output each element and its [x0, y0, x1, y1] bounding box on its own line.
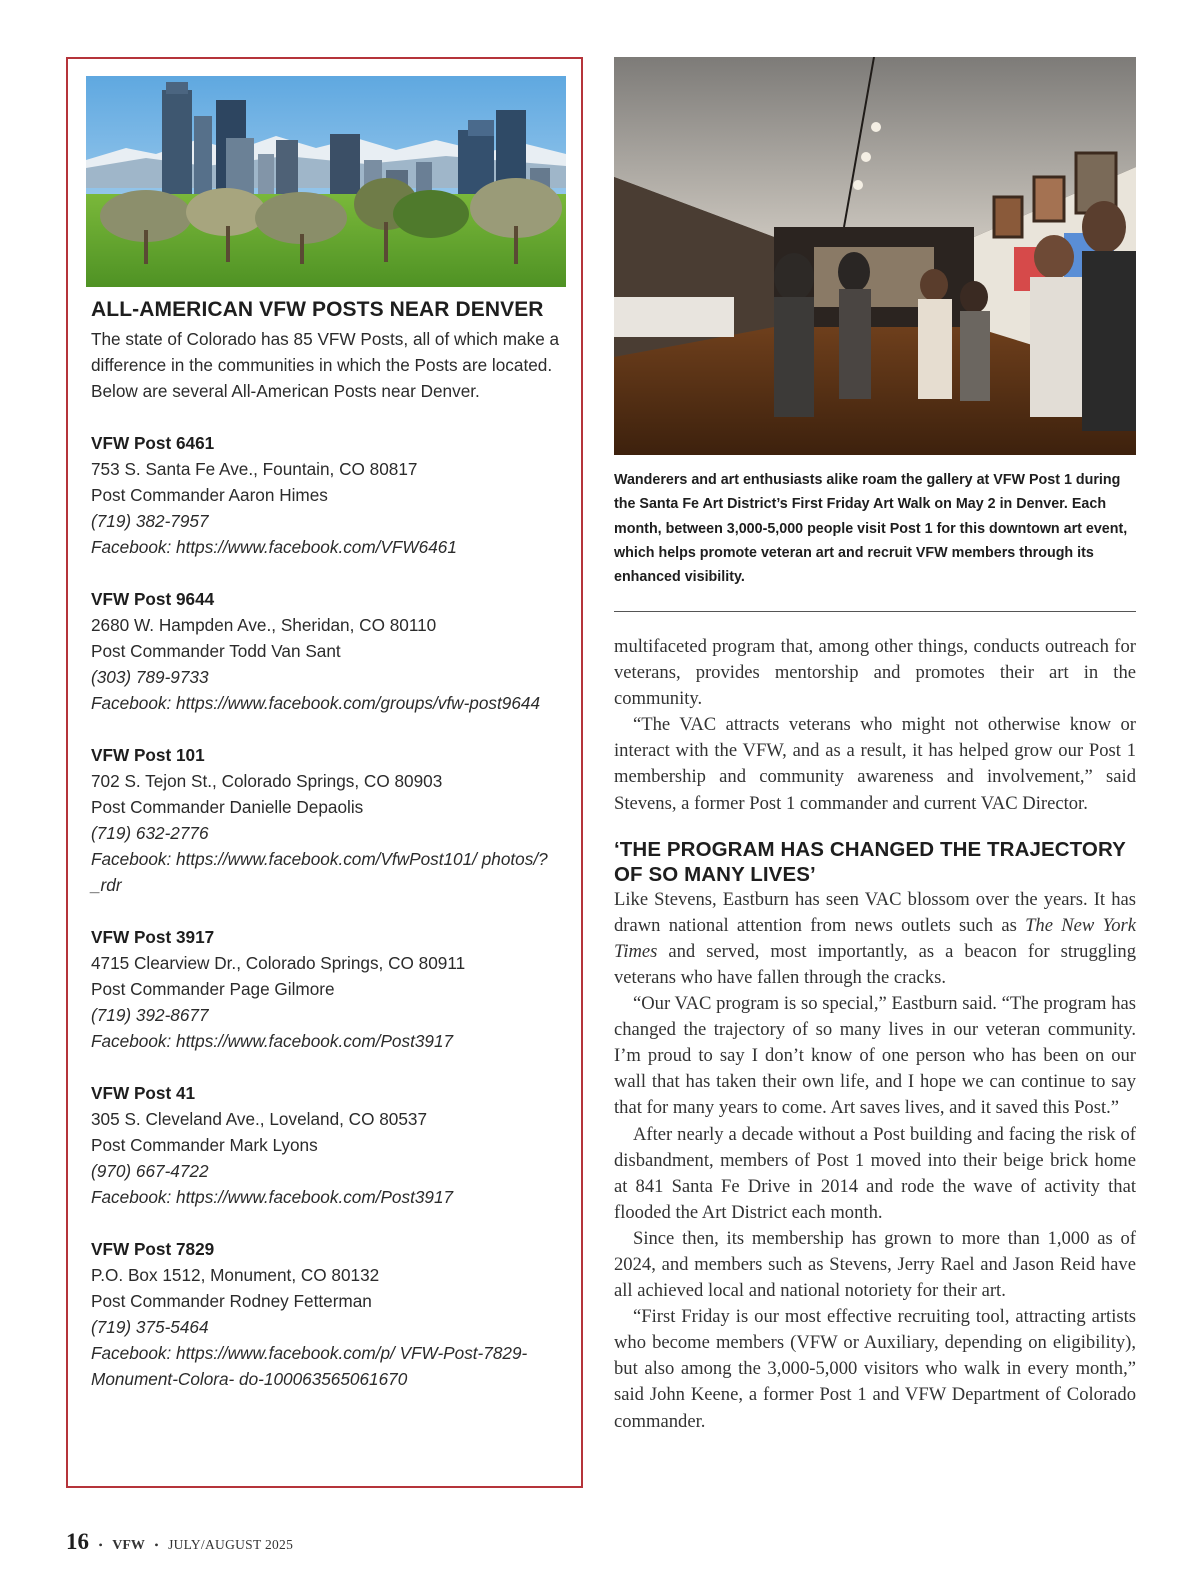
caption-divider [614, 611, 1136, 612]
post-address: P.O. Box 1512, Monument, CO 80132 [91, 1265, 380, 1285]
article-paragraph [614, 887, 1136, 991]
post-facebook-link[interactable]: Facebook: https://www.facebook.com/Post3917 [91, 1187, 454, 1207]
article-subhead: ‘THE PROGRAM HAS CHANGED THE TRAJECTORY OF SO MANY LIVES’ [614, 837, 1126, 886]
article-body [614, 634, 1136, 1435]
post-phone: (719) 632-2776 [91, 823, 209, 843]
post-address: 305 S. Cleveland Ave., Loveland, CO 80537 [91, 1109, 428, 1129]
post-facebook-link[interactable]: Facebook: https://www.facebook.com/Post3917 [91, 1031, 454, 1051]
post-list [91, 430, 571, 1418]
footer-separator: • [154, 1538, 159, 1552]
article-paragraph: Since then, its membership has grown to more than 1,000 as of 2024, and members such as Stevens, Jerry Rael and Jason Reid have all achieved local and national notoriety for their art. [614, 1227, 1136, 1302]
post-entry [91, 742, 571, 898]
article-paragraph: After nearly a decade without a Post building and facing the risk of disbandment, members of Post 1 moved into their beige brick home at 841 Santa Fe Drive in 2014 and rode the wave of activity that flooded the Art District each month. [614, 1123, 1136, 1223]
article-paragraph: “Our VAC program is so special,” Eastburn said. “The program has changed the trajectory of so many lives in our veteran community. I’m proud to say I don’t know of one person who has been on our wall that has taken their own life, and I hope we can continue to say that for many years to come. Art saves lives, and it saved this Post.” [614, 993, 1136, 1119]
post-address: 4715 Clearview Dr., Colorado Springs, CO 80911 [91, 953, 466, 973]
page-number: 16 [66, 1529, 89, 1554]
post-phone: (719) 392-8677 [91, 1005, 209, 1025]
post-commander: Post Commander Danielle Depaolis [91, 797, 364, 817]
sidebar-heading: ALL-AMERICAN VFW POSTS NEAR DENVER [91, 298, 544, 321]
post-name: VFW Post 6461 [91, 433, 215, 453]
post-address: 2680 W. Hampden Ave., Sheridan, CO 80110 [91, 615, 437, 635]
photo-caption: Wanderers and art enthusiasts alike roam the gallery at VFW Post 1 during the Santa Fe Art District’s First Friday Art Walk on May 2 in Denver. Each month, between 3,000-5,000 people visit Post 1 for this downtown art event, which helps promote veteran art and recruit VFW members through its enhanced visibility. [614, 472, 1128, 586]
article-text: and served, most importantly, as a beacon for struggling veterans who have fallen through the cracks. [614, 940, 1136, 988]
post-name: VFW Post 7829 [91, 1239, 215, 1259]
article-text: Like Stevens, Eastburn has seen VAC blossom over the years. It has drawn national attention from news outlets such as [614, 888, 1136, 936]
post-commander: Post Commander Page Gilmore [91, 979, 335, 999]
sidebar-intro: The state of Colorado has 85 VFW Posts, all of which make a difference in the communities in which the Posts are located. Below are several All-American Posts near Denver. [91, 329, 560, 401]
post-name: VFW Post 41 [91, 1083, 196, 1103]
publication-name: VFW [112, 1538, 145, 1553]
publication-title: The New York Times [614, 914, 1136, 962]
post-entry [91, 1080, 571, 1210]
post-name: VFW Post 3917 [91, 927, 215, 947]
footer-separator: • [98, 1538, 103, 1552]
post-commander: Post Commander Todd Van Sant [91, 641, 341, 661]
post-address: 753 S. Santa Fe Ave., Fountain, CO 80817 [91, 459, 418, 479]
post-facebook-link[interactable]: Facebook: https://www.facebook.com/VFW6461 [91, 537, 457, 557]
post-phone: (303) 789-9733 [91, 667, 209, 687]
article-paragraph: “First Friday is our most effective recruiting tool, attracting artists who become members (VFW or Auxiliary, depending on eligibility), but also among the 3,000-5,000 visitors who walk in every month,” said John Keene, a former Post 1 and VFW Department of Colorado commander. [614, 1306, 1136, 1432]
post-phone: (719) 382-7957 [91, 511, 209, 531]
page-footer [66, 1529, 293, 1555]
denver-skyline-photo [86, 76, 566, 287]
gallery-photo [614, 57, 1136, 455]
post-entry [91, 430, 571, 560]
issue-date: JULY/AUGUST 2025 [168, 1537, 294, 1552]
post-commander: Post Commander Mark Lyons [91, 1135, 318, 1155]
post-commander: Post Commander Rodney Fetterman [91, 1291, 372, 1311]
post-name: VFW Post 101 [91, 745, 205, 765]
post-name: VFW Post 9644 [91, 589, 215, 609]
post-facebook-link[interactable]: Facebook: https://www.facebook.com/groups/vfw-post9644 [91, 693, 541, 713]
post-phone: (719) 375-5464 [91, 1317, 209, 1337]
post-entry [91, 586, 571, 716]
post-entry [91, 924, 571, 1054]
post-facebook-link[interactable]: Facebook: https://www.facebook.com/VfwPost101/ photos/?_rdr [91, 849, 548, 895]
post-facebook-link[interactable]: Facebook: https://www.facebook.com/p/ VFW-Post-7829-Monument-Colora- do-100063565061670 [91, 1343, 528, 1389]
post-entry [91, 1236, 571, 1392]
post-address: 702 S. Tejon St., Colorado Springs, CO 80903 [91, 771, 443, 791]
article-paragraph: “The VAC attracts veterans who might not otherwise know or interact with the VFW, and as a result, it has helped grow our Post 1 membership and community awareness and involvement,” said Stevens, a former Post 1 commander and current VAC Director. [614, 714, 1136, 814]
article-paragraph: multifaceted program that, among other things, conducts outreach for veterans, provides mentorship and promotes their art in the community. [614, 636, 1136, 710]
post-phone: (970) 667-4722 [91, 1161, 209, 1181]
post-commander: Post Commander Aaron Himes [91, 485, 328, 505]
